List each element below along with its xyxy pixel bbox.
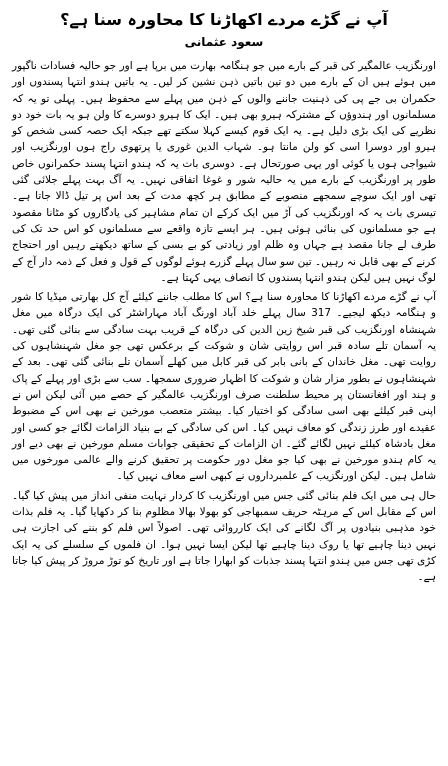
article-body: [12, 58, 436, 586]
article-paragraph-1: اورنگزیب عالمگیر کی قبر کے بارے میں جو ہنگامہ بھارت میں برپا ہے اور جو حالیہ فسادات ناگپور میں ہوئے ہیں ان کے بارے میں دو تین باتیں ذہن نشین کر لیں۔ یہ باتیں ہندو انتہا پسندوں اور حکمران بی جے پی کی ذہنیت جاننے والوں کے ذہن میں پہلے سے محفوظ ہیں۔ پہلی تو یہ کہ مسلمانوں اور ہندوؤں کے مشترکہ ہیرو بھی ہیں۔ ایک کا ہیرو دوسرے کا ولن ہو یہ بات خود دو نظریے کی ایک بڑی دلیل ہے۔ یہ ایک قوم کیسے کہلا سکتے تھے جبکہ ایک حصہ کسی شخص کو ہیرو اور دوسرا اسی کو ولن مانتا ہو۔ شہاب الدین غوری یا پرتھوی راج ہوں اورنگزیب اور شیواجی ہوں یا کوئی اور یہی صورتحال ہے۔ دوسری بات یہ کہ ہندو انتہا پسند حکمرانوں خاص طور پر اورنگزیب کے بارے میں یہ حالیہ شور و غوغا اتفاقی نہیں۔ یہ آگ بہت پہلے جلائی گئی تھی اور ایک سوچے سمجھے منصوبے کے مطابق ہر کچھ مدت کے بعد اس پر تیل ڈالا جاتا ہے۔ تیسری بات یہ کہ اورنگزیب کی آڑ میں ایک کرکے ان تمام مشاہیر کی یادگاروں کو مٹانا مقصود ہے جو مسلمانوں کی بنائی ہوئی ہیں۔ ہر ایسے تازہ واقعے سے مسلمانوں کو اس حد تک کی طرف لے جانا مقصد ہے جہاں وہ ظلم اور زیادتی کو بے بسی کے ساتھ دیکھتے رہیں اور احتجاج کرنے کے بھی قابل نہ رہیں۔ تین سو سال پہلے گزرے ہوئے لوگوں کے قول و فعل کے ذمہ دار آج کے لوگ نہیں ہیں لیکن ہندو انتہا پسندوں کا انصاف یہی کہتا ہے۔: [12, 60, 436, 284]
author-byline: سعود عثمانی: [184, 35, 264, 49]
article-paragraph-3: حال ہی میں ایک فلم بنائی گئی جس میں اورنگزیب کا کردار نہایت منفی انداز میں پیش کیا گیا۔ اس کے مقابل اس کے مرہٹہ حریف سمبھاجی کو بھولا بھالا مظلوم بنا کر دکھایا گیا۔ یہ فلم بذات خود مذہبی بنیادوں پر آگ لگانے کی ایک کارروائی تھی۔ اصولاً اس فلم کو بننے کی اجازت ہی نہیں دینا چاہیے تھا یا روک دینا چاہیے تھا لیکن ایسا نہیں ہوا۔ ان فلموں کے سلسلے کی یہ ایک کڑی تھی جس میں ہندو انتہا پسند جذبات کو ابھارا جاتا ہے اور تاریخ کو توڑ مروڑ کر پیش کیا جاتا ہے۔: [12, 489, 436, 584]
article-paragraph-2: آپ نے گڑے مردے اکھاڑنا کا محاورہ سنا ہے؟ اس کا مطلب جاننے کیلئے آج کل بھارتی میڈیا کا شور و ہنگامہ دیکھ لیجیے۔ 317 سال پہلے خلد آباد اورنگ آباد مہاراشٹر کی ایک درگاہ میں مغل شہنشاہ اورنگزیب کی قبر شیخ زین الدین کی درگاہ کے قریب بہت سادگی سے بنائی گئی تھی۔ یہ آسمان تلے سادہ قبر اس روایتی شان و شوکت کے برعکس تھی جو مغل شہنشاہوں کی روایت تھی۔ مغل خاندان کے بانی بابر کی قبر کابل میں کھلے آسمان تلے بنائی گئی تھی۔ بعد کے شہنشاہوں نے بطور مزار شان و شوکت کا اظہار ضروری سمجھا۔ سب سے بڑی اور پہلے کے پاک و ہند اور افغانستان پر محیط سلطنت صرف اورنگزیب عالمگیر کے حصے میں آئی لیکن اس نے اپنی قبر کیلئے بھی اسی سادگی کو اختیار کیا۔ بیشتر متعصب مورخین نے بھی اس کے مضبوط عقیدے اور طرز زندگی کو معاف نہیں کیا۔ اس کی سادگی کے بے بنیاد الزامات لگائے جو کسی اور مغل بادشاہ کیلئے نہیں لگائے گئے۔ ان الزامات کے تحقیقی جوابات مسلم مورخین نے بھی دیے اور یہ کام ہندو مورخین نے بھی کیا جو مغل دور حکومت پر تحقیق کرنے والے عالمی مورخوں میں شامل ہیں۔ لیکن اورنگزیب کے علمبرداروں نے کبھی اسے معاف نہیں کیا۔: [12, 291, 436, 483]
article-headline: آپ نے گڑے مردے اکھاڑنا کا محاورہ سنا ہے؟: [60, 10, 388, 29]
